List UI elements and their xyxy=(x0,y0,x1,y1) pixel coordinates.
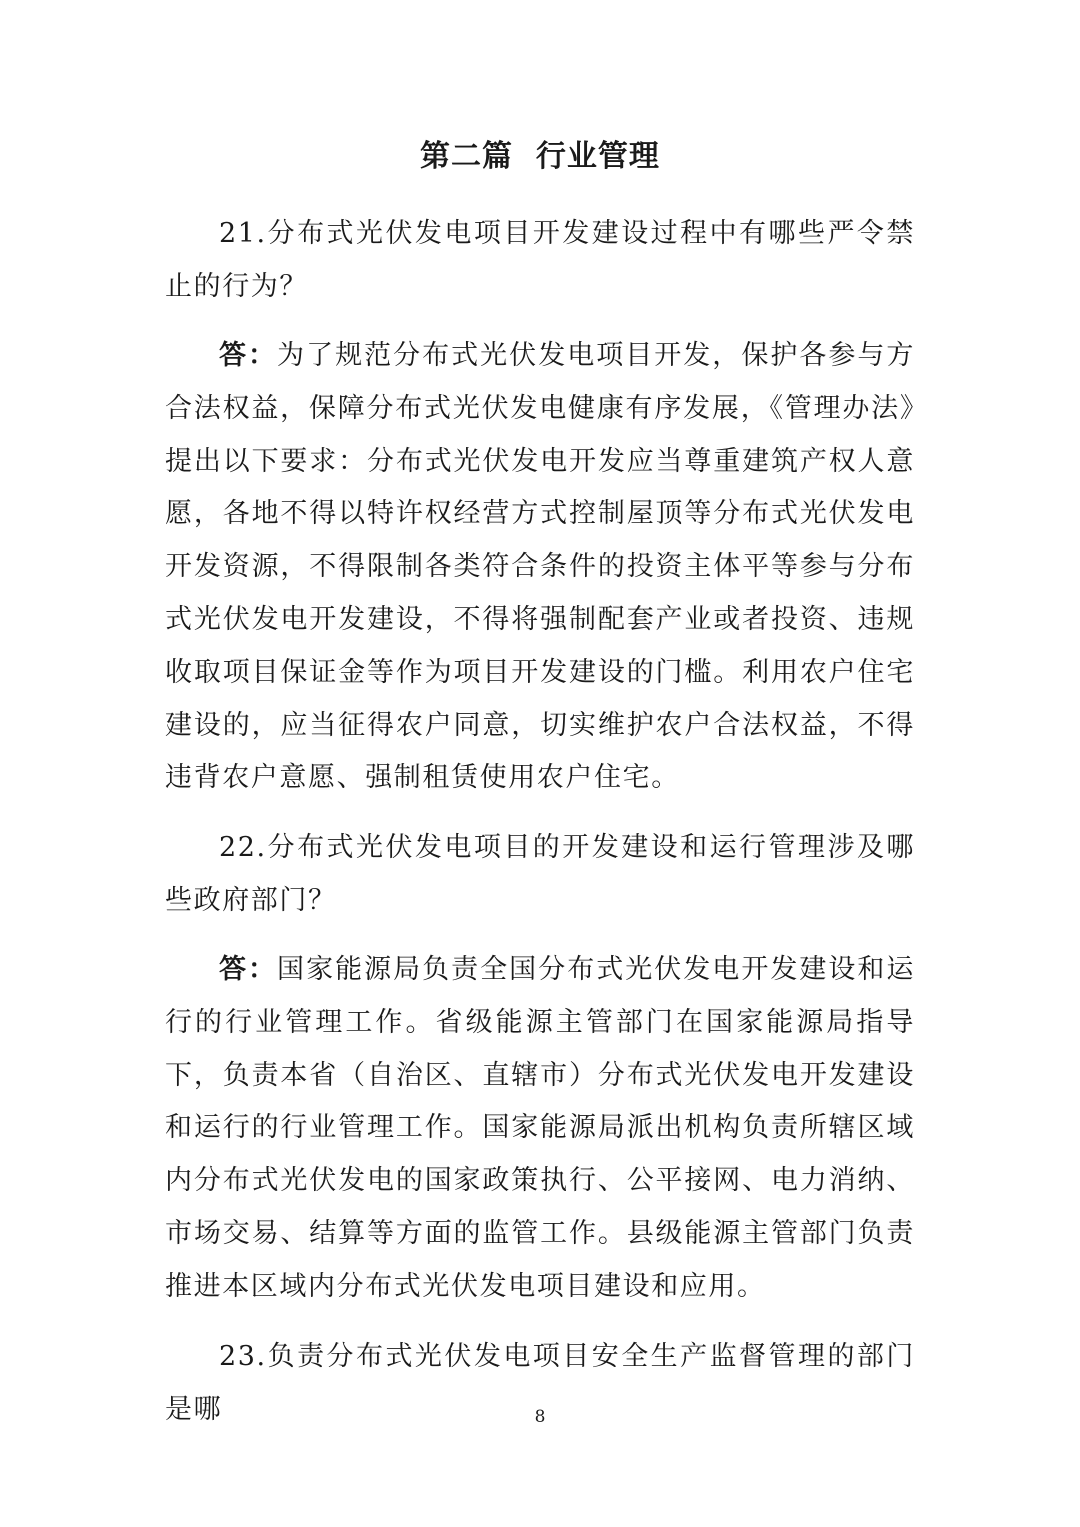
page-number: 8 xyxy=(534,1407,546,1427)
question-23: 23.负责分布式光伏发电项目安全生产监督管理的部门是哪 xyxy=(165,1341,915,1425)
answer-21-text: 为了规范分布式光伏发电项目开发，保护各参与方合法权益，保障分布式光伏发电健康有序发展，《管理办法》提出以下要求：分布式光伏发电开发应当尊重建筑产权人意愿，各地不得以特许权经营方式控制屋顶等分布式光伏发电开发资源，不得限制各类符合条件的投资主体平等参与分布式光伏发电开发建设，不得将强制配套产业或者投资、违规收取项目保证金等作为项目开发建设的门槛。利用农户住宅建设的，应当征得农户同意，切实维护农户合法权益，不得违背农户意愿、强制租赁使用农户住宅。 xyxy=(165,340,916,794)
answer-21 xyxy=(165,330,915,805)
answer-label: 答： xyxy=(219,954,278,985)
answer-label: 答： xyxy=(219,340,278,371)
section-title: 第二篇 行业管理 xyxy=(420,139,660,174)
question-21: 21.分布式光伏发电项目开发建设过程中有哪些严令禁止的行为？ xyxy=(165,218,915,302)
question-22: 22.分布式光伏发电项目的开发建设和运行管理涉及哪些政府部门？ xyxy=(165,832,915,916)
answer-22 xyxy=(165,944,915,1314)
answer-22-text: 国家能源局负责全国分布式光伏发电开发建设和运行的行业管理工作。省级能源主管部门在国家能源局指导下，负责本省（自治区、直辖市）分布式光伏发电开发建设和运行的行业管理工作。国家能源局派出机构负责所辖区域内分布式光伏发电的国家政策执行、公平接网、电力消纳、市场交易、结算等方面的监管工作。县级能源主管部门负责推进本区域内分布式光伏发电项目建设和应用。 xyxy=(165,954,916,1302)
